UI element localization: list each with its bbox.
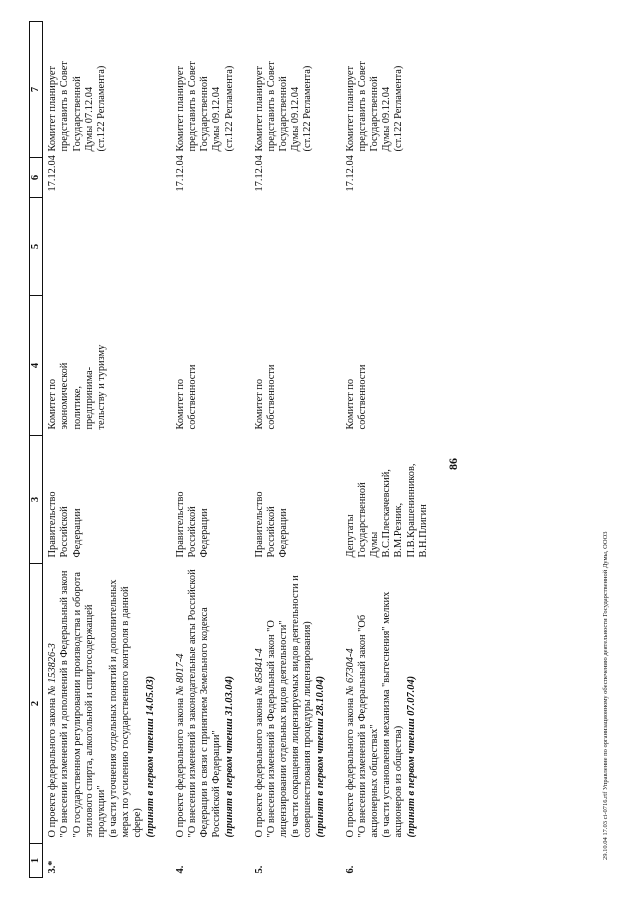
- table-row: [43, 22, 171, 878]
- table-row: [250, 22, 341, 878]
- law-note: (в части сокращения лицензируемых видов деятельности и совершенствования процедуры лицензирования): [290, 575, 314, 838]
- law-title: "О внесении изменений в Федеральный закон "О лицензировании отдельных видов деятельности": [265, 620, 290, 838]
- row-number: 6.: [344, 865, 356, 874]
- plan-cell: Комитет планирует представить в Совет Государственной Думы 07.12.04 (ст.122 Регламента): [47, 61, 107, 152]
- initiator-cell: Правительство Российской Федерации: [174, 491, 211, 558]
- committee-cell: Комитет по собственности: [253, 364, 277, 430]
- draft-law-cell: [43, 564, 171, 844]
- draft-law-cell: [171, 564, 250, 844]
- law-title: "О внесении изменений и дополнений в Федеральный закон "О государственном регулировании производства и оборота этилового спирта, алкогольной и спиртосодержащей продукции": [59, 570, 107, 838]
- row-number: 3.*: [47, 860, 59, 874]
- plan-cell: Комитет планирует представить в Совет Государственной Думы 09.12.04 (ст.122 Регламента): [174, 61, 235, 152]
- first-reading: (принят в первом чтении 07.07.04): [405, 675, 417, 838]
- header-cell: 4: [30, 296, 43, 436]
- table-row: [171, 22, 250, 878]
- plan-cell: Комитет планирует представить в Совет Государственной Думы 09.12.04 (ст.122 Регламента): [253, 61, 314, 152]
- law-note: (в части уточнения отдельных понятий и дополнительных мерах по усилению государственного контроля в данной сфере): [108, 579, 144, 838]
- date-cell: 17.12.04: [253, 155, 265, 192]
- date-cell: 17.12.04: [174, 155, 186, 192]
- header-cell: 3: [30, 436, 43, 564]
- draft-law-cell: [341, 564, 444, 844]
- draft-prefix: О проекте федерального закона: [174, 697, 186, 838]
- law-number: № 8017-4: [174, 653, 186, 696]
- header-cell: 5: [30, 198, 43, 296]
- col5-cell: [43, 198, 171, 296]
- law-number: № 85841-4: [253, 648, 265, 696]
- committee-cell: Комитет по экономической политике, предпринима- тельству и туризму: [47, 344, 107, 430]
- first-reading: (принят в первом чтении 14.05.03): [144, 675, 156, 838]
- initiator-cell: Правительство Российской Федерации: [47, 491, 83, 558]
- law-note: (в части установления механизма "вытеснения" мелких акционеров из общества): [381, 591, 405, 838]
- page-number: 86: [446, 458, 460, 470]
- draft-prefix: О проекте федерального закона: [47, 697, 59, 838]
- date-cell: 17.12.04: [344, 155, 356, 192]
- date-cell: 17.12.04: [47, 155, 59, 192]
- draft-prefix: О проекте федерального закона: [253, 697, 265, 838]
- row-number: 4.: [174, 865, 186, 874]
- header-cell: 7: [30, 22, 43, 158]
- first-reading: (принят в первом чтении 28.10.04): [314, 675, 326, 838]
- initiator-cell: Депутаты Государственной Думы В.С.Плескачевский, В.М.Резник, П.В.Крашенинников, В.Н.Плигин: [344, 463, 429, 558]
- table-row: [341, 22, 444, 878]
- header-row: [30, 22, 43, 878]
- col5-cell: [171, 198, 250, 296]
- legislation-table: [29, 21, 444, 878]
- col5-cell: [250, 198, 341, 296]
- law-number: № 67304-4: [344, 648, 356, 696]
- law-title: "О внесении изменений в Федеральный закон "Об акционерных обществах": [356, 614, 381, 838]
- header-cell: 1: [30, 844, 43, 878]
- law-title: "О внесении изменений в законодательные акты Российской Федерации в связи с принятием Земельного кодекса Российской Федерации": [187, 569, 223, 838]
- first-reading: (принят в первом чтении 31.03.04): [223, 675, 235, 838]
- committee-cell: Комитет по собственности: [174, 364, 198, 430]
- page-footer: 29.10.04 17.03 сі-0716.rtf Управление по организационному обеспечению деятельности Государственной Думы, ООО3: [602, 531, 609, 860]
- row-number: 5.: [253, 865, 265, 874]
- initiator-cell: Правительство Российской Федерации: [253, 491, 290, 558]
- col5-cell: [341, 198, 444, 296]
- draft-law-cell: [250, 564, 341, 844]
- plan-cell: Комитет планирует представить в Совет Государственной Думы 09.12.04 (ст.122 Регламента): [344, 61, 405, 152]
- law-number: № 153826-3: [47, 643, 59, 696]
- committee-cell: Комитет по собственности: [344, 364, 368, 430]
- header-cell: 6: [30, 158, 43, 198]
- header-cell: 2: [30, 564, 43, 844]
- draft-prefix: О проекте федерального закона: [344, 697, 356, 838]
